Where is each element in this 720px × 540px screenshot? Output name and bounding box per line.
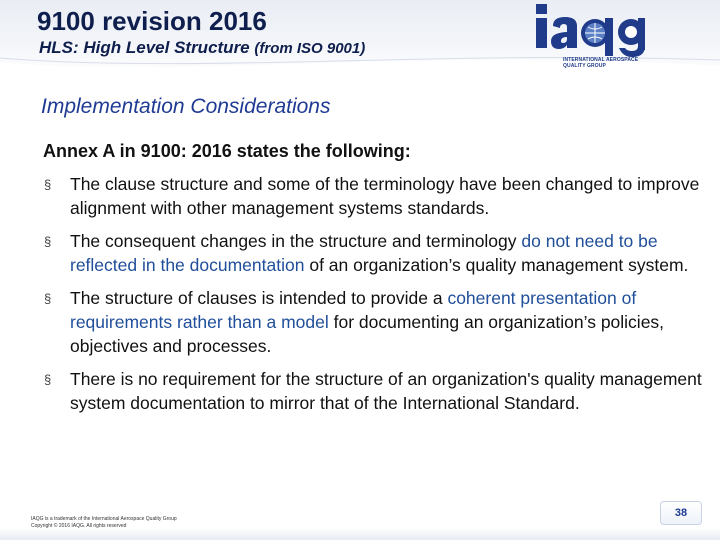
section-heading: Implementation Considerations — [41, 95, 331, 118]
bullet-marker-icon: § — [44, 177, 52, 192]
slide-subtitle — [39, 38, 365, 58]
intro-text: Annex A in 9100: 2016 states the following: — [43, 141, 411, 161]
bullet-text-post: for documenting an organization’s policies, objectives and processes. — [70, 312, 665, 356]
list-item — [44, 229, 704, 277]
slide-title: 9100 revision 2016 — [37, 6, 267, 36]
iaqg-wordmark-icon — [533, 0, 653, 58]
list-item — [44, 172, 704, 220]
page-number: 38 — [660, 501, 702, 525]
iaqg-logo — [533, 0, 653, 78]
footer-rights: Copyright © 2016 IAQG. All rights reserved — [31, 523, 127, 529]
bullet-marker-icon: § — [44, 291, 52, 306]
bullet-marker-icon: § — [44, 372, 52, 387]
list-item — [44, 286, 704, 358]
list-item — [44, 367, 704, 415]
bullet-marker-icon: § — [44, 234, 52, 249]
iaqg-tagline: INTERNATIONAL AEROSPACE QUALITY GROUP — [563, 57, 639, 69]
bullet-text-pre: The consequent changes in the structure and terminology — [70, 231, 522, 251]
footer-trademark: IAQG is a trademark of the International Aerospace Quality Group — [31, 516, 177, 522]
footer-copyright — [31, 516, 231, 530]
bullet-highlight: coherent presentation of requirements rather than a model — [70, 288, 637, 332]
subtitle-main: HLS: High Level Structure — [39, 38, 250, 57]
bullet-text: The clause structure and some of the terminology have been changed to improve alignment with other management systems standards. — [70, 174, 700, 218]
subtitle-paren: (from ISO 9001) — [254, 40, 366, 57]
bullet-text: There is no requirement for the structure of an organization's quality management system documentation to mirror that of the International Standard. — [70, 369, 702, 413]
bullet-text-pre: The structure of clauses is intended to provide a — [70, 288, 448, 308]
bullet-highlight: do not need to be reflected in the documentation — [70, 231, 658, 275]
bullet-list — [44, 172, 704, 425]
bullet-text-post: of an organization’s quality management system. — [304, 255, 689, 275]
